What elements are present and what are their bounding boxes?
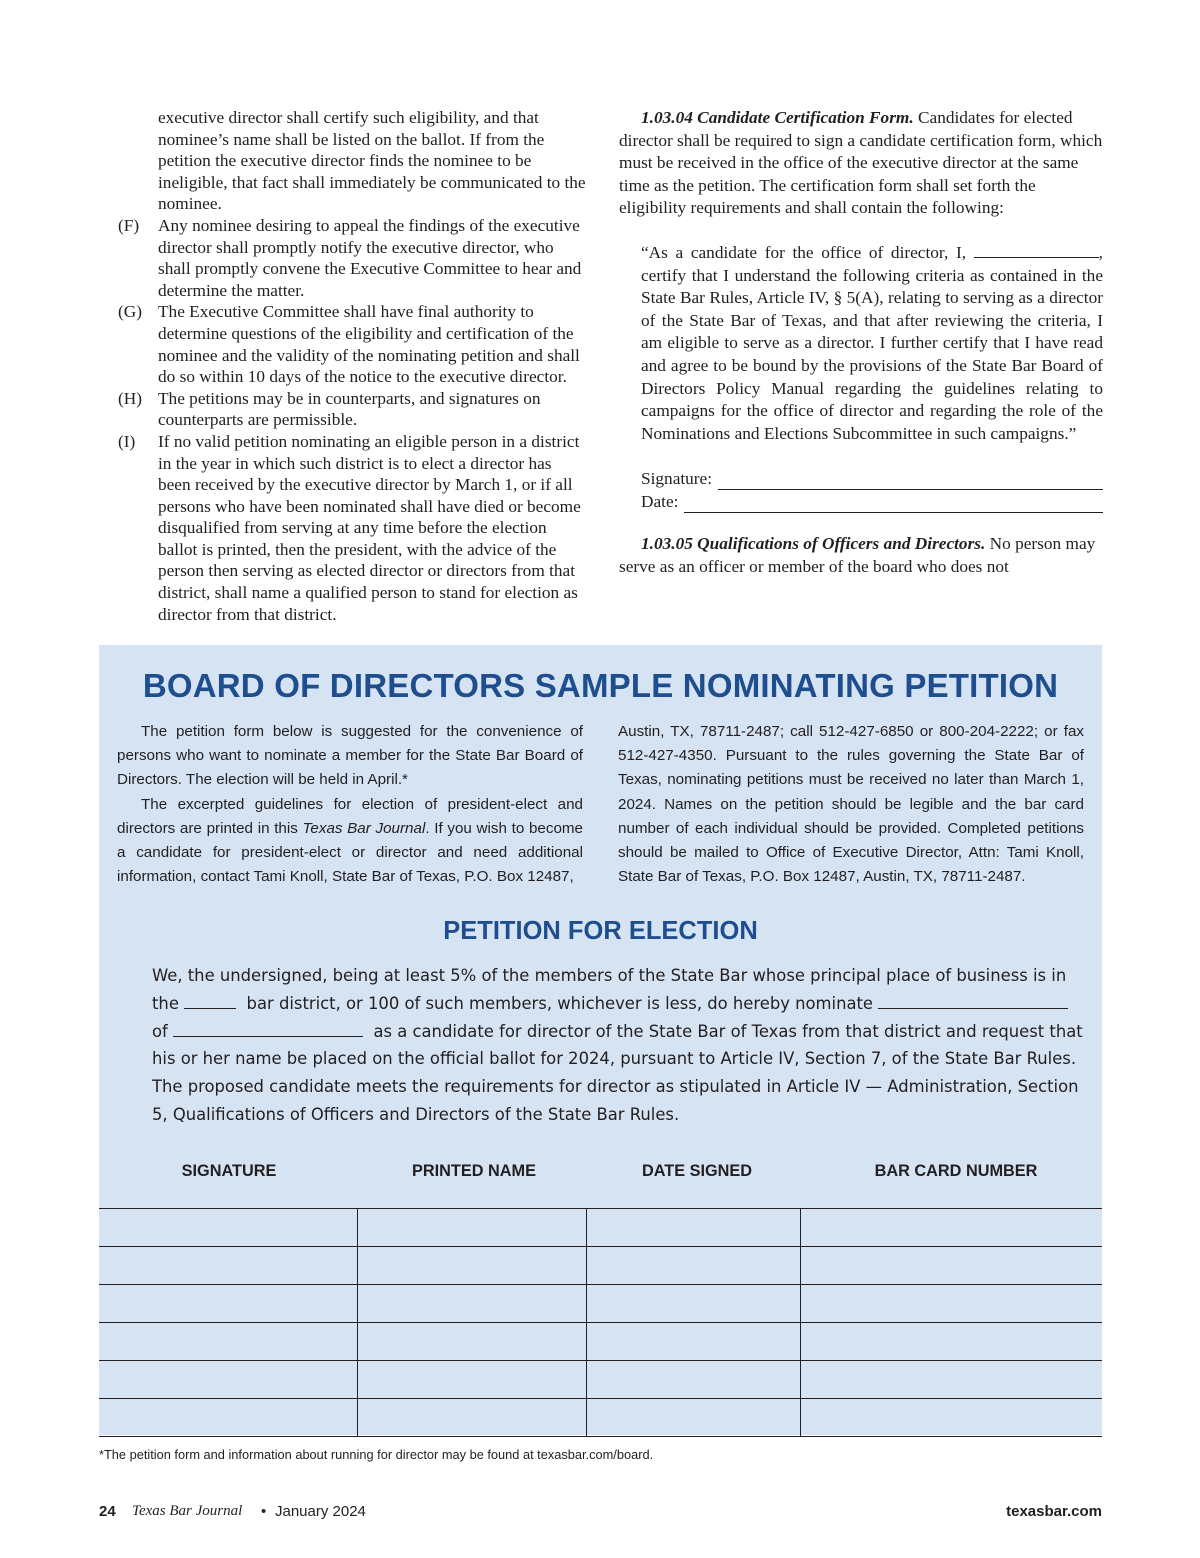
date-signed-cell[interactable] [586, 1285, 800, 1323]
issue-date: January 2024 [275, 1503, 366, 1520]
date-signed-cell[interactable] [586, 1323, 800, 1361]
rule-text: No person may serve as an officer or member of the board who does not [619, 534, 1096, 576]
signature-line [619, 467, 1103, 490]
signature-blank [718, 473, 1103, 490]
bar-card-number-cell[interactable] [800, 1209, 1102, 1247]
date-signed-cell[interactable] [586, 1361, 800, 1399]
item-label: (I) [118, 431, 136, 451]
bar-card-number-cell[interactable] [800, 1247, 1102, 1285]
signature-table [99, 1208, 1102, 1437]
table-row [99, 1209, 1102, 1247]
journal-name: Texas Bar Journal [302, 819, 426, 837]
footer-bullet: • [261, 1503, 267, 1520]
item-label: (H) [118, 388, 142, 408]
signature-cell[interactable] [99, 1285, 357, 1323]
rule-item-f [118, 215, 586, 301]
date-line [619, 490, 1103, 513]
date-signed-cell[interactable] [586, 1399, 800, 1437]
intro-right-column [618, 720, 1084, 889]
intro-text-a: The excerpted guidelines for election of president-elect and directors are printed in this [117, 795, 583, 837]
signature-label: Signature: [641, 469, 713, 489]
petition-text-c: of [152, 1021, 168, 1041]
table-row [99, 1285, 1102, 1323]
printed-name-cell[interactable] [357, 1247, 586, 1285]
date-blank [684, 496, 1103, 513]
date-signed-cell[interactable] [586, 1209, 800, 1247]
table-row [99, 1399, 1102, 1437]
petition-text-b: bar district, or 100 of such members, whichever is less, do hereby nominate [246, 993, 874, 1013]
rule-item-h [118, 388, 586, 431]
article-right-column [619, 107, 1103, 579]
continuation-paragraph: executive director shall certify such eligibility, and that nominee’s name shall be listed on the ballot. If from the petition the executive director finds the nominee to be ineligible, that fact shall immediately be communicated to the nominee. [158, 108, 586, 214]
rule-heading: 1.03.04 Candidate Certification Form. [641, 108, 914, 127]
printed-name-cell[interactable] [357, 1285, 586, 1323]
certification-quote [619, 242, 1103, 445]
item-text: The petitions may be in counterparts, and signatures on counterparts are permissible. [158, 388, 541, 430]
item-label: (F) [118, 215, 140, 235]
quote-rest: certify that I understand the following criteria as contained in the State Bar Rules, Article IV, § 5(A), relating to serving as a director of the State Bar of Texas, and that after reviewing the criteria, I am eligible to serve as a director. I further certify that I have read and agree to be bound by the provisions of the State Bar Board of Directors Policy Manual regarding the guidelines relating to campaigns for the office of director and regarding the role of the Nominations and Elections Subcommittee in such campaigns.” [641, 265, 1103, 443]
journal-title: Texas Bar Journal [132, 1503, 243, 1519]
article-left-column [118, 107, 586, 625]
petition-text-a: We, the undersigned, being at least 5% of the members of the State Bar whose principal place of business is in the [152, 966, 1067, 1013]
signature-cell[interactable] [99, 1323, 357, 1361]
rule-text: Candidates for elected director shall be required to sign a candidate certification form, which must be received in the office of the executive director at the same time as the petition. The certification form shall set forth the eligibility requirements and shall contain the following: [619, 108, 1103, 218]
page-footer [99, 1503, 1102, 1523]
panel-title: BOARD OF DIRECTORS SAMPLE NOMINATING PETITION [142, 667, 1059, 704]
table-row [99, 1361, 1102, 1399]
item-text: If no valid petition nominating an eligible person in a district in the year in which such district is to elect a director has been received by the executive director by March 1, or if all persons who have been nominated shall have died or become disqualified from serving at any time before the election ballot is printed, then the president, with the advice of the person then serving as elected director or directors from that district, shall name a qualified person to stand for election as director from that district. [158, 431, 581, 624]
bar-card-number-cell[interactable] [800, 1361, 1102, 1399]
item-text: The Executive Committee shall have final authority to determine questions of the eligibility and certification of the nominee and the validity of the nominating petition and shall do so within 10 days of the notice to the executive director. [158, 302, 580, 387]
rule-item-g [118, 301, 586, 387]
petition-text-d: as a candidate for director of the State Bar of Texas from that district and request that his or her name be placed on the official ballot for 2024, pursuant to Article IV, Section 7, of the State Bar Rules. [152, 1021, 1083, 1069]
column-header-printed-name: PRINTED NAME [412, 1162, 536, 1180]
bar-card-number-cell[interactable] [800, 1285, 1102, 1323]
date-signed-cell[interactable] [586, 1247, 800, 1285]
petition-panel [99, 645, 1102, 1435]
quote-start: “As a candidate for the office of director, I, [641, 242, 967, 262]
page-number: 24 [99, 1503, 116, 1520]
signature-cell[interactable] [99, 1399, 357, 1437]
intro-paragraph-1: The petition form below is suggested for the convenience of persons who want to nominate a member for the State Bar Board of Directors. The election will be held in April.* [117, 723, 583, 789]
quote-comma: , [1098, 242, 1103, 262]
signature-cell[interactable] [99, 1247, 357, 1285]
date-label: Date: [641, 492, 679, 512]
signature-column-headers [99, 1162, 1102, 1182]
petition-paragraph-2: The proposed candidate meets the requirements for director as stipulated in Article IV — Administration, Section 5, Qualifications of Officers and Directors of the State Bar Rules. [152, 1077, 1079, 1124]
footnote: *The petition form and information about running for director may be found at texasbar.com/board. [99, 1447, 654, 1462]
column-header-signature: SIGNATURE [181, 1162, 277, 1180]
petition-title: PETITION FOR ELECTION [443, 917, 758, 945]
website-link[interactable]: texasbar.com [1006, 1503, 1102, 1520]
table-row [99, 1247, 1102, 1285]
intro-paragraph-3: Austin, TX, 78711-2487; call 512-427-6850 or 800-204-2222; or fax 512-427-4350. Pursuant to the rules governing the State Bar of Texas, nominating petitions must be received no later than March 1, 2024. Names on the petition should be legible and the bar card number of each individual should be provided. Completed petitions should be mailed to Office of Executive Director, Attn: Tami Knoll, State Bar of Texas, P.O. Box 12487, Austin, TX, 78711-2487. [618, 723, 1084, 886]
candidate-name-blank [974, 243, 1099, 258]
city-blank[interactable] [173, 1024, 363, 1037]
rule-item-i [118, 431, 586, 625]
nominee-blank[interactable] [878, 996, 1068, 1009]
printed-name-cell[interactable] [357, 1209, 586, 1247]
printed-name-cell[interactable] [357, 1399, 586, 1437]
bar-card-number-cell[interactable] [800, 1399, 1102, 1437]
signature-table-body [99, 1209, 1102, 1437]
bar-card-number-cell[interactable] [800, 1323, 1102, 1361]
rule-1-03-04 [619, 107, 1103, 220]
printed-name-cell[interactable] [357, 1323, 586, 1361]
intro-paragraph-2 [117, 793, 583, 890]
item-label: (G) [118, 302, 142, 322]
column-header-date-signed: DATE SIGNED [641, 1162, 753, 1180]
petition-body [117, 962, 1087, 1129]
district-blank[interactable] [184, 996, 236, 1009]
signature-cell[interactable] [99, 1361, 357, 1399]
intro-text-b: . If you wish to become a candidate for president-elect or director and need additional information, contact Tami Knoll, State Bar of Texas, P.O. Box 12487, [117, 819, 583, 886]
rule-1-03-05 [619, 533, 1103, 578]
petition-paragraph-1 [117, 962, 1087, 1073]
item-text: Any nominee desiring to appeal the findings of the executive director shall promptly notify the executive director, who shall promptly convene the Executive Committee to hear and determine the matter. [158, 215, 582, 300]
table-row [99, 1323, 1102, 1361]
intro-left-column [117, 720, 583, 889]
column-header-bar-card-number: BAR CARD NUMBER [874, 1162, 1038, 1180]
rule-heading: 1.03.05 Qualifications of Officers and Directors. [641, 534, 986, 554]
signature-cell[interactable] [99, 1209, 357, 1247]
printed-name-cell[interactable] [357, 1361, 586, 1399]
